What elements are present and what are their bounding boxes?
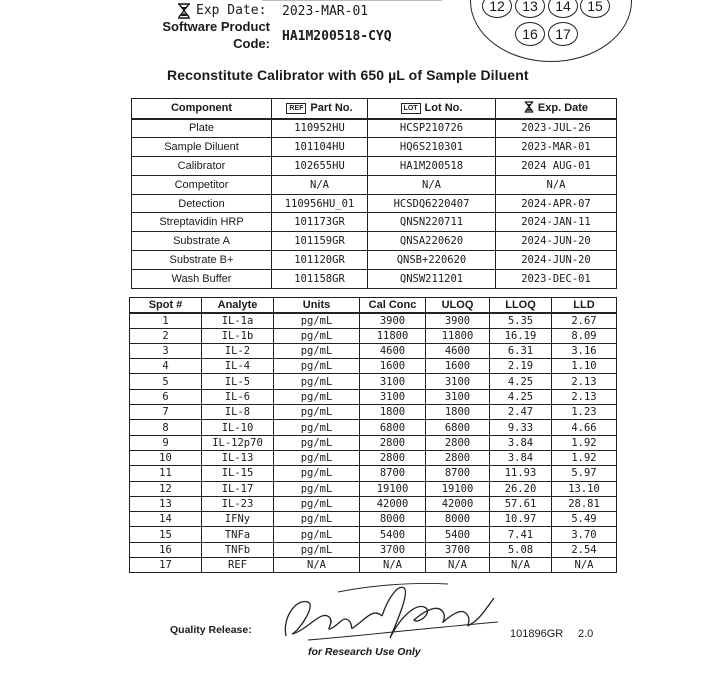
component-name: Streptavidin HRP	[132, 213, 272, 232]
spot-header: Spot #	[130, 298, 202, 313]
lloq: N/A	[490, 558, 552, 573]
units: pg/mL	[274, 527, 360, 542]
lloq: 3.84	[490, 435, 552, 450]
cal-conc: 6800	[360, 420, 426, 435]
hourglass-icon	[524, 101, 534, 116]
exp-date: 2024 AUG-01	[496, 156, 617, 175]
lloq: 7.41	[490, 527, 552, 542]
table-row	[132, 213, 617, 232]
product-code-label-line1: Software Product	[162, 19, 270, 34]
units: pg/mL	[274, 389, 360, 404]
units: pg/mL	[274, 420, 360, 435]
part-no: 101104HU	[272, 137, 368, 156]
units: pg/mL	[274, 542, 360, 557]
exp-date: N/A	[496, 175, 617, 194]
uloq: 5400	[426, 527, 490, 542]
spot-number: 8	[130, 420, 202, 435]
spot-number: 11	[130, 466, 202, 481]
lloq: 16.19	[490, 328, 552, 343]
part-no-header-label: Part No.	[310, 102, 353, 115]
lld: 3.70	[552, 527, 617, 542]
uloq: N/A	[426, 558, 490, 573]
exp-date-value: 2023-MAR-01	[282, 4, 369, 19]
spot-number: 1	[130, 313, 202, 328]
cal-conc: 3900	[360, 313, 426, 328]
lot-no: QNSW211201	[368, 270, 496, 289]
units: N/A	[274, 558, 360, 573]
analyte: IL-17	[202, 481, 274, 496]
analyte: IL-15	[202, 466, 274, 481]
lld: 3.16	[552, 343, 617, 358]
units: pg/mL	[274, 512, 360, 527]
component-name: Plate	[132, 119, 272, 138]
exp-date: 2024-JUN-20	[496, 232, 617, 251]
table-row	[132, 156, 617, 175]
analyte: IL-8	[202, 405, 274, 420]
lld: 28.81	[552, 496, 617, 511]
exp-date: 2023-DEC-01	[496, 270, 617, 289]
spot-number: 6	[130, 389, 202, 404]
components-header-row	[132, 99, 617, 119]
component-name: Calibrator	[132, 156, 272, 175]
analyte-spots-table	[129, 297, 617, 573]
exp-date: 2024-JAN-11	[496, 213, 617, 232]
table-row	[130, 558, 617, 573]
lot-no-header-label: Lot No.	[424, 102, 463, 115]
table-row	[130, 435, 617, 450]
lloq-header: LLOQ	[490, 298, 552, 313]
spot-number: 12	[130, 481, 202, 496]
table-row	[132, 251, 617, 270]
units: pg/mL	[274, 405, 360, 420]
units: pg/mL	[274, 435, 360, 450]
uloq: 8700	[426, 466, 490, 481]
cal-conc: 8700	[360, 466, 426, 481]
spot-circle-17: 17	[548, 22, 578, 46]
exp-date: 2024-APR-07	[496, 194, 617, 213]
spot-number: 15	[130, 527, 202, 542]
lld: 2.13	[552, 389, 617, 404]
part-no: 101173GR	[272, 213, 368, 232]
units: pg/mL	[274, 374, 360, 389]
spot-circle-12: 12	[482, 0, 512, 18]
table-row	[130, 374, 617, 389]
uloq: 2800	[426, 435, 490, 450]
document-code: 101896GR	[510, 628, 564, 640]
spot-number: 13	[130, 496, 202, 511]
analyte: REF	[202, 558, 274, 573]
analyte: TNFa	[202, 527, 274, 542]
lloq: 11.93	[490, 466, 552, 481]
component-name: Sample Diluent	[132, 137, 272, 156]
table-row	[130, 481, 617, 496]
analyte: IL-6	[202, 389, 274, 404]
table-row	[130, 343, 617, 358]
spot-number: 9	[130, 435, 202, 450]
lld: N/A	[552, 558, 617, 573]
spot-number: 14	[130, 512, 202, 527]
analyte: IFNy	[202, 512, 274, 527]
cal-conc: 19100	[360, 481, 426, 496]
units: pg/mL	[274, 343, 360, 358]
cal-conc: 3100	[360, 374, 426, 389]
lloq: 26.20	[490, 481, 552, 496]
lot-no: HQ6S210301	[368, 137, 496, 156]
table-row	[130, 328, 617, 343]
document-version: 2.0	[578, 628, 594, 640]
lld: 2.67	[552, 313, 617, 328]
spot-number: 2	[130, 328, 202, 343]
table-row	[130, 527, 617, 542]
table-row	[132, 232, 617, 251]
cal-conc: 1600	[360, 359, 426, 374]
table-row	[130, 389, 617, 404]
cal-conc-header: Cal Conc	[360, 298, 426, 313]
lld: 2.13	[552, 374, 617, 389]
table-row	[132, 137, 617, 156]
cal-conc: 3700	[360, 542, 426, 557]
lloq: 5.08	[490, 542, 552, 557]
lld: 13.10	[552, 481, 617, 496]
lloq: 2.19	[490, 359, 552, 374]
ref-box-icon: REF	[286, 103, 306, 114]
lot-box-icon: LOT	[401, 103, 421, 114]
lld-header: LLD	[552, 298, 617, 313]
lld: 1.92	[552, 450, 617, 465]
component-name: Substrate B+	[132, 251, 272, 270]
analyte: IL-1b	[202, 328, 274, 343]
uloq: 1600	[426, 359, 490, 374]
lloq: 6.31	[490, 343, 552, 358]
spot-number: 3	[130, 343, 202, 358]
units-header: Units	[274, 298, 360, 313]
lot-no: QNSA220620	[368, 232, 496, 251]
cal-conc: 11800	[360, 328, 426, 343]
lot-no: QNSB+220620	[368, 251, 496, 270]
cal-conc: 1800	[360, 405, 426, 420]
analyte: IL-4	[202, 359, 274, 374]
exp-date-header-label: Exp. Date	[537, 101, 589, 114]
cal-conc: 4600	[360, 343, 426, 358]
lot-no: N/A	[368, 175, 496, 194]
part-no: 110952HU	[272, 119, 368, 138]
uloq: 2800	[426, 450, 490, 465]
lloq: 57.61	[490, 496, 552, 511]
units: pg/mL	[274, 496, 360, 511]
uloq-header: ULOQ	[426, 298, 490, 313]
table-row	[130, 512, 617, 527]
component-name: Substrate A	[132, 232, 272, 251]
uloq: 19100	[426, 481, 490, 496]
uloq: 3700	[426, 542, 490, 557]
lot-no: HCSP210726	[368, 119, 496, 138]
spot-number: 5	[130, 374, 202, 389]
table-row	[130, 450, 617, 465]
analyte: IL-10	[202, 420, 274, 435]
cal-conc: 5400	[360, 527, 426, 542]
analyte: IL-13	[202, 450, 274, 465]
analyte: IL-5	[202, 374, 274, 389]
units: pg/mL	[274, 313, 360, 328]
lot-no: HA1M200518	[368, 156, 496, 175]
lot-no-header	[368, 99, 496, 119]
units: pg/mL	[274, 450, 360, 465]
lloq: 9.33	[490, 420, 552, 435]
exp-date-header	[496, 99, 617, 119]
units: pg/mL	[274, 466, 360, 481]
spot-number: 16	[130, 542, 202, 557]
exp-date: 2023-MAR-01	[496, 137, 617, 156]
quality-release-label: Quality Release:	[170, 624, 252, 636]
lld: 1.92	[552, 435, 617, 450]
lloq: 5.35	[490, 313, 552, 328]
part-no: N/A	[272, 175, 368, 194]
part-no: 101120GR	[272, 251, 368, 270]
lld: 8.09	[552, 328, 617, 343]
cal-conc: N/A	[360, 558, 426, 573]
units: pg/mL	[274, 481, 360, 496]
table-row	[130, 496, 617, 511]
lot-no: QNSN220711	[368, 213, 496, 232]
uloq: 6800	[426, 420, 490, 435]
part-no-header	[272, 99, 368, 119]
table-row	[132, 270, 617, 289]
lloq: 4.25	[490, 374, 552, 389]
header-top-cut	[262, 0, 442, 1]
product-code-label-line2: Code:	[233, 36, 270, 51]
cal-conc: 2800	[360, 450, 426, 465]
part-no: 102655HU	[272, 156, 368, 175]
table-row	[132, 175, 617, 194]
exp-date-label: Exp Date:	[196, 3, 267, 18]
table-row	[130, 359, 617, 374]
units: pg/mL	[274, 359, 360, 374]
lloq: 10.97	[490, 512, 552, 527]
lld: 1.23	[552, 405, 617, 420]
uloq: 3900	[426, 313, 490, 328]
lld: 2.54	[552, 542, 617, 557]
uloq: 1800	[426, 405, 490, 420]
table-row	[132, 194, 617, 213]
table-row	[130, 420, 617, 435]
part-no: 101159GR	[272, 232, 368, 251]
analyte: TNFb	[202, 542, 274, 557]
lloq: 2.47	[490, 405, 552, 420]
uloq: 3100	[426, 374, 490, 389]
lloq: 3.84	[490, 450, 552, 465]
lld: 5.49	[552, 512, 617, 527]
table-row	[130, 405, 617, 420]
cal-conc: 3100	[360, 389, 426, 404]
cal-conc: 8000	[360, 512, 426, 527]
uloq: 11800	[426, 328, 490, 343]
spots-header-row	[130, 298, 617, 313]
table-row	[130, 542, 617, 557]
spot-circle-14: 14	[548, 0, 578, 18]
lot-no: HCSDQ6220407	[368, 194, 496, 213]
lloq: 4.25	[490, 389, 552, 404]
cal-conc: 42000	[360, 496, 426, 511]
table-row	[130, 466, 617, 481]
analyte: IL-23	[202, 496, 274, 511]
component-name: Wash Buffer	[132, 270, 272, 289]
spot-number: 10	[130, 450, 202, 465]
part-no: 110956HU_01	[272, 194, 368, 213]
part-no: 101158GR	[272, 270, 368, 289]
quality-release-signature	[278, 578, 508, 648]
analyte: IL-12p70	[202, 435, 274, 450]
exp-date: 2024-JUN-20	[496, 251, 617, 270]
uloq: 42000	[426, 496, 490, 511]
uloq: 3100	[426, 389, 490, 404]
uloq: 4600	[426, 343, 490, 358]
reconstitution-instruction: Reconstitute Calibrator with 650 µL of Sample Diluent	[167, 67, 529, 83]
analyte: IL-2	[202, 343, 274, 358]
table-row	[130, 313, 617, 328]
research-use-note: for Research Use Only	[308, 646, 421, 658]
spot-circle-16: 16	[515, 22, 545, 46]
component-name: Competitor	[132, 175, 272, 194]
units: pg/mL	[274, 328, 360, 343]
analyte-header: Analyte	[202, 298, 274, 313]
exp-date: 2023-JUL-26	[496, 119, 617, 138]
component-header: Component	[132, 99, 272, 119]
spot-circle-15: 15	[580, 0, 610, 18]
product-code-value: HA1M200518-CYQ	[282, 29, 392, 44]
components-table	[131, 98, 617, 289]
lld: 5.97	[552, 466, 617, 481]
table-row	[132, 119, 617, 138]
spot-number: 4	[130, 359, 202, 374]
spot-circle-13: 13	[515, 0, 545, 18]
spot-number: 7	[130, 405, 202, 420]
analyte: IL-1a	[202, 313, 274, 328]
lld: 1.10	[552, 359, 617, 374]
uloq: 8000	[426, 512, 490, 527]
cal-conc: 2800	[360, 435, 426, 450]
component-name: Detection	[132, 194, 272, 213]
spot-number: 17	[130, 558, 202, 573]
lld: 4.66	[552, 420, 617, 435]
